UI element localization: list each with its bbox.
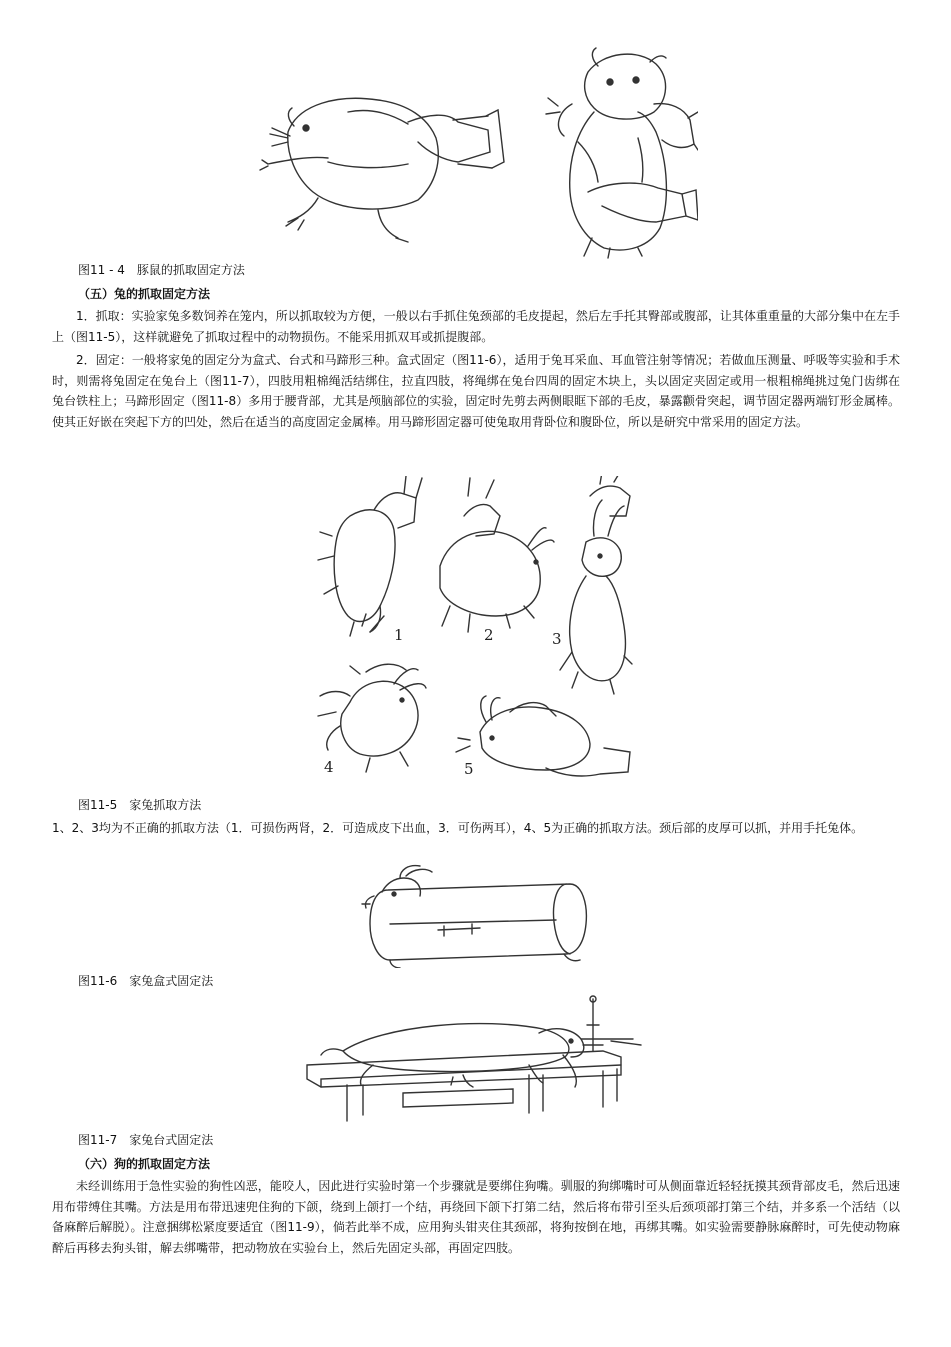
guinea-pig-horizontal-drawing <box>260 98 504 242</box>
rabbit-grab-paragraph: 1．抓取：实验家兔多数饲养在笼内，所以抓取较为方便，一般以右手抓住兔颈部的毛皮提起，然后左手托其臀部或腹部，让其体重重量的大部分集中在左手上（图11-5），这样就避免了抓取过程中的动物损伤。不能采用抓双耳或抓提腹部。 <box>52 309 900 344</box>
figure-11-7-caption: 图11-7 家兔台式固定法 <box>78 1133 214 1147</box>
figure-11-5-label-1: 1 <box>394 626 404 644</box>
figure-11-5-label-2: 2 <box>484 626 494 644</box>
figure-11-4-caption: 图11 - 4 豚鼠的抓取固定方法 <box>78 263 245 277</box>
rabbit-method-5-drawing <box>456 696 630 778</box>
figure-11-6-caption: 图11-6 家兔盒式固定法 <box>78 974 214 988</box>
guinea-pig-vertical-drawing <box>546 48 698 258</box>
figure-11-5-label-3: 3 <box>552 630 562 648</box>
figure-11-7-illustration <box>303 995 645 1127</box>
rabbit-method-3-drawing <box>552 476 632 694</box>
figure-11-5-label-4: 4 <box>324 758 334 776</box>
figure-11-5-caption: 图11-5 家兔抓取方法 <box>78 798 202 812</box>
rabbit-method-1-drawing <box>318 476 422 636</box>
figure-11-5-illustration <box>310 476 640 788</box>
figure-11-5-label-5: 5 <box>464 760 474 778</box>
rabbit-method-4-drawing <box>318 664 426 776</box>
section-rabbit-heading: （五）兔的抓取固定方法 <box>78 287 211 301</box>
rabbit-method-2-drawing <box>440 478 554 632</box>
figure-11-6-illustration <box>360 864 592 968</box>
figure-11-5-note: 1、2、3均为不正确的抓取方法（1．可损伤两肾，2．可造成皮下出血，3．可伤两耳），4、5为正确的抓取方法。颈后部的皮厚可以抓，并用手托兔体。 <box>52 821 864 835</box>
rabbit-fixation-paragraph: 2．固定：一般将家兔的固定分为盒式、台式和马蹄形三种。盒式固定（图11-6），适用于兔耳采血、耳血管注射等情况；若做血压测量、呼吸等实验和手术时，则需将兔固定在兔台上（图11-7），四肢用粗棉绳活结绑住，拉直四肢，将绳绑在兔台四周的固定木块上，头以固定夹固定或用一根粗棉绳挑过兔门齿绑在兔台铁柱上；马蹄形固定（图11-8）多用于腰背部，尤其是颅脑部位的实验，固定时先剪去两侧眼眶下部的毛皮，暴露颧骨突起，调节固定器两端钉形金属棒。使其正好嵌在突起下方的凹处，然后在适当的高度固定金属棒。用马蹄形固定器可使兔取用背卧位和腹卧位，所以是研究中常采用的固定方法。 <box>52 353 900 429</box>
section-dog-heading: （六）狗的抓取固定方法 <box>78 1157 211 1171</box>
dog-paragraph: 未经训练用于急性实验的狗性凶恶，能咬人，因此进行实验时第一个步骤就是要绑住狗嘴。驯服的狗绑嘴时可从侧面靠近轻轻抚摸其颈背部皮毛，然后迅速用布带缚住其嘴。方法是用布带迅速兜住狗的下颌，绕到上颌打一个结，再绕回下颌下打第二结，然后将布带引至头后颈项部打第三个结，并多系一个活结（以备麻醉后解脱）。注意捆绑松紧度要适宜（图11-9），倘若此举不成，应用狗头钳夹住其颈部，将狗按倒在地，再绑其嘴。如实验需要静脉麻醉时，可先使动物麻醉后再移去狗头钳，解去绑嘴带，把动物放在实验台上，然后先固定头部，再固定四肢。 <box>52 1179 900 1255</box>
figure-11-4-illustration <box>258 42 698 260</box>
